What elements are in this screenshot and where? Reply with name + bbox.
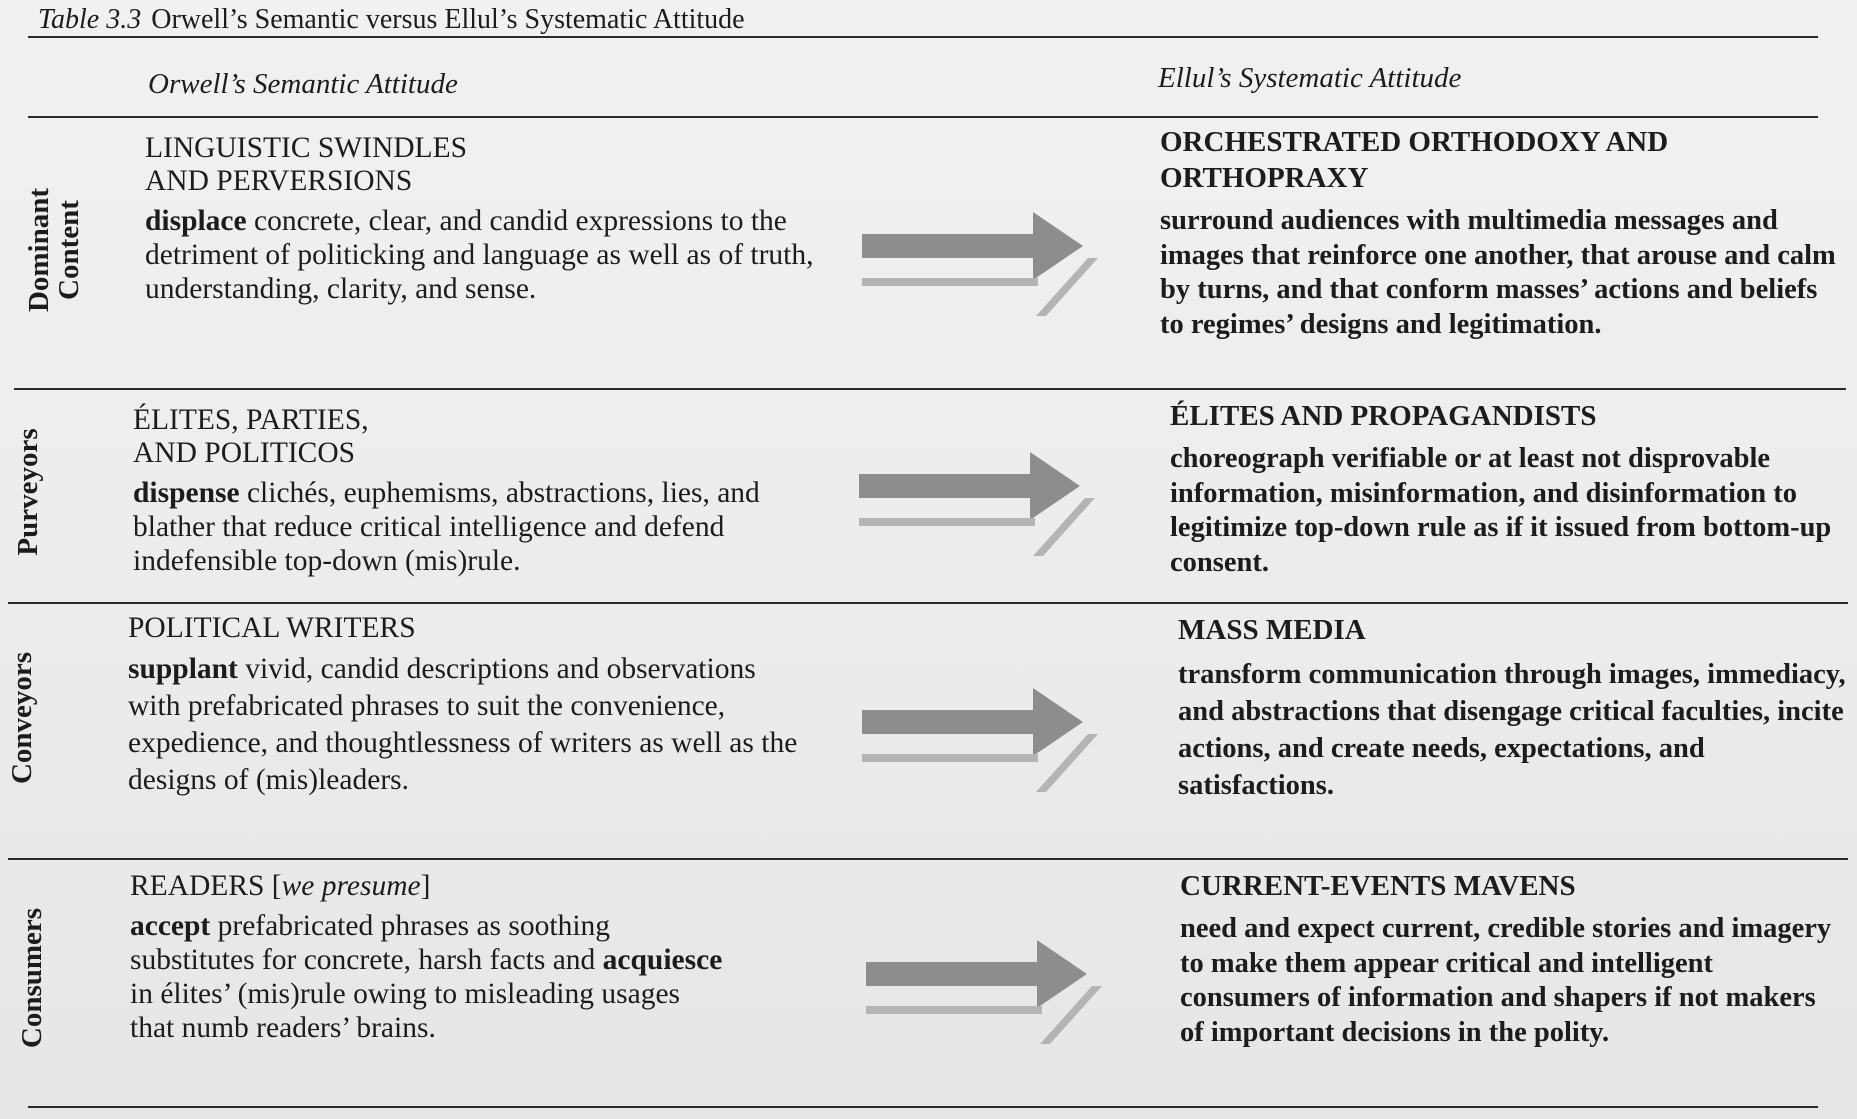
cell-body: surround audiences with multimedia messages and images that reinforce one another, that arouse and calm by turns, and that conform masses’ actions and beliefs to regimes’ designs and legitimation. (1160, 205, 1836, 340)
cell-verb: acquiesce (602, 944, 723, 976)
column-header-right: Ellul’s Systematic Attitude (1158, 62, 1462, 94)
cell-heading: MASS MEDIA (1178, 614, 1366, 646)
orwell-cell-dominant-content (145, 132, 825, 306)
ellul-cell-consumers (1180, 868, 1846, 1050)
cell-body: transform communication through images, immediacy, and abstractions that disengage critical faculties, incite actions, and create needs, expectations, and satisfactions. (1178, 659, 1846, 801)
cell-body: choreograph verifiable or at least not disprovable information, misinformation, and disinformation to legitimize top-down rule as if it issued from bottom-up consent. (1170, 443, 1832, 578)
ellul-cell-conveyors (1178, 612, 1857, 804)
cell-body: need and expect current, credible stories and imagery to make them appear critical and intelligent consumers of information and shapers if not makers of important decisions in the polity. (1180, 913, 1832, 1048)
cell-body: accept prefabricated phrases as soothing substitutes for concrete, harsh facts and acquiesce in élites’ (mis)rule owing to misleading usages that numb readers’ brains. (130, 910, 723, 1044)
row-label-line: Dominant (23, 187, 55, 313)
orwell-cell-consumers (130, 870, 810, 1045)
cell-heading: READERS [we presume] (130, 870, 431, 902)
cell-body: dispense clichés, euphemisms, abstractions, lies, and blather that reduce critical intelligence and defend indefensible top-down (mis)rule. (133, 477, 760, 577)
cell-heading: ÉLITES, PARTIES, AND POLITICOS (133, 404, 369, 469)
row-label-line: Purveyors (12, 428, 44, 556)
table-number: Table 3.3 (38, 4, 142, 35)
row-rule (14, 388, 1846, 390)
orwell-cell-conveyors (128, 612, 808, 799)
cell-heading: ORCHESTRATED ORTHODOXY AND ORTHOPRAXY (1160, 126, 1669, 194)
cell-heading: ÉLITES AND PROPAGANDISTS (1170, 400, 1597, 432)
arrow-icon (858, 676, 1108, 796)
cell-verb: displace (145, 205, 247, 237)
orwell-cell-purveyors (133, 404, 813, 578)
cell-heading: CURRENT-EVENTS MAVENS (1180, 870, 1576, 902)
arrow-icon (858, 200, 1108, 320)
arrow-icon (855, 440, 1105, 560)
table-caption (38, 4, 745, 36)
row-label-line: Conveyors (6, 651, 38, 785)
cell-verb: supplant (128, 653, 238, 685)
cell-heading: LINGUISTIC SWINDLES AND PERVERSIONS (145, 132, 468, 197)
row-rule (8, 858, 1848, 860)
cell-heading: POLITICAL WRITERS (128, 612, 416, 644)
cell-body: supplant vivid, candid descriptions and observations with prefabricated phrases to suit the convenience, expedience, and thoughtlessness of writers as well as the designs of (mis)leaders. (128, 653, 798, 796)
bottom-rule (28, 1106, 1818, 1108)
cell-verb: dispense (133, 477, 240, 509)
table-title: Orwell’s Semantic versus Ellul’s Systematic Attitude (151, 4, 745, 35)
row-label-line: Content (53, 200, 85, 300)
cell-verb: accept (130, 910, 211, 942)
top-rule (28, 36, 1818, 38)
ellul-cell-dominant-content (1160, 124, 1840, 342)
ellul-cell-purveyors (1170, 398, 1850, 580)
arrow-icon (862, 928, 1112, 1048)
row-label-line: Consumers (16, 907, 48, 1049)
header-rule (28, 116, 1818, 118)
column-header-left: Orwell’s Semantic Attitude (148, 68, 458, 100)
row-rule (8, 602, 1848, 604)
cell-body: displace concrete, clear, and candid expressions to the detriment of politicking and language as well as of truth, understanding, clarity, and sense. (145, 205, 814, 305)
